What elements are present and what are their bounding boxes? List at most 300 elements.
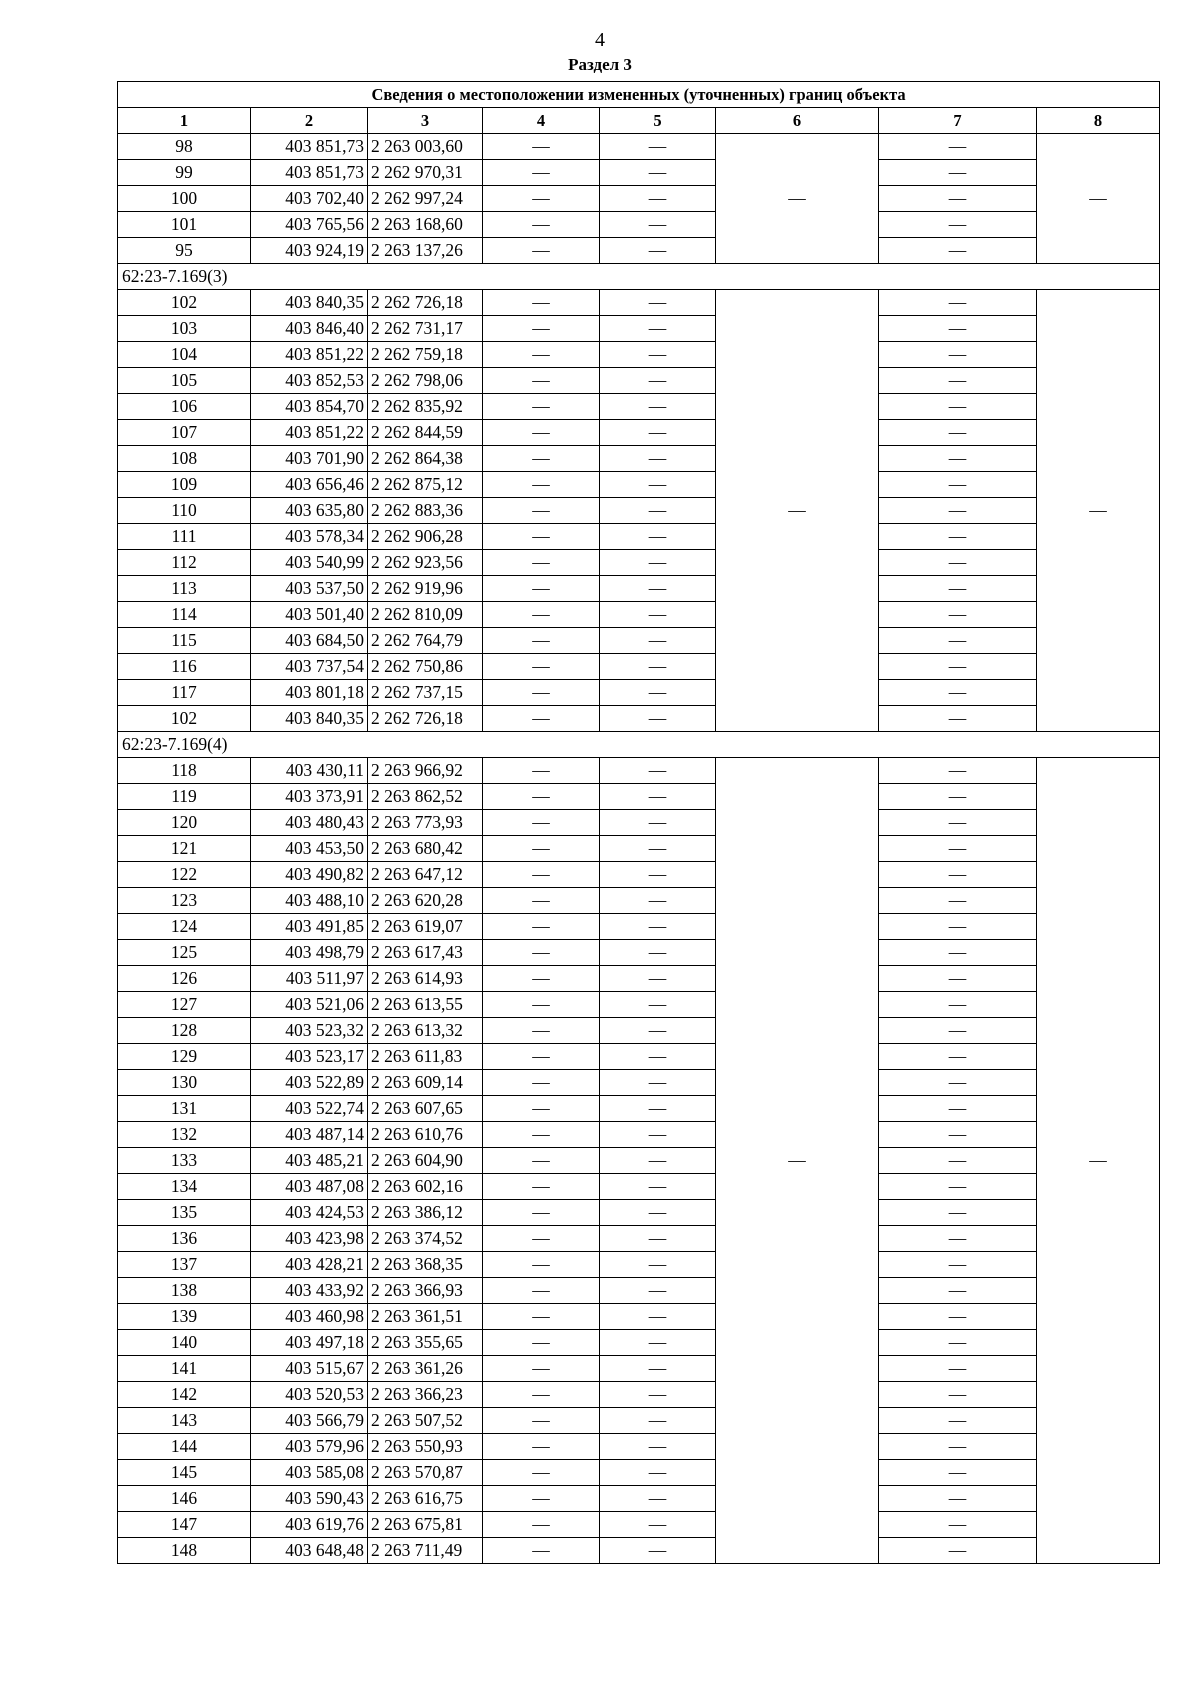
table-row xyxy=(118,1356,1160,1382)
col4-dash: — xyxy=(483,472,600,498)
point-number: 128 xyxy=(118,1018,251,1044)
coordinate-y: 2 263 355,65 xyxy=(368,1330,483,1356)
col7-dash: — xyxy=(879,628,1037,654)
col7-dash: — xyxy=(879,1148,1037,1174)
coordinate-y: 2 262 750,86 xyxy=(368,654,483,680)
table-row xyxy=(118,420,1160,446)
col5-dash: — xyxy=(600,966,716,992)
coordinate-y: 2 262 923,56 xyxy=(368,550,483,576)
col4-dash: — xyxy=(483,1486,600,1512)
coordinate-y: 2 262 759,18 xyxy=(368,342,483,368)
col5-dash: — xyxy=(600,576,716,602)
coordinate-x: 403 498,79 xyxy=(251,940,368,966)
col5-dash: — xyxy=(600,1408,716,1434)
col4-dash: — xyxy=(483,862,600,888)
col4-dash: — xyxy=(483,1460,600,1486)
col5-dash: — xyxy=(600,758,716,784)
coordinate-y: 2 263 862,52 xyxy=(368,784,483,810)
col4-dash: — xyxy=(483,1330,600,1356)
coordinate-y: 2 263 361,26 xyxy=(368,1356,483,1382)
coordinate-y: 2 263 361,51 xyxy=(368,1304,483,1330)
col5-dash: — xyxy=(600,186,716,212)
coordinate-x: 403 840,35 xyxy=(251,290,368,316)
col7-dash: — xyxy=(879,1200,1037,1226)
point-number: 142 xyxy=(118,1382,251,1408)
col4-dash: — xyxy=(483,1356,600,1382)
col4-dash: — xyxy=(483,680,600,706)
col8-dash: — xyxy=(1037,758,1160,1564)
point-number: 143 xyxy=(118,1408,251,1434)
col7-dash: — xyxy=(879,316,1037,342)
col5-dash: — xyxy=(600,342,716,368)
col4-dash: — xyxy=(483,914,600,940)
col7-dash: — xyxy=(879,342,1037,368)
table-row xyxy=(118,1460,1160,1486)
col8-dash: — xyxy=(1037,134,1160,264)
col4-dash: — xyxy=(483,134,600,160)
coordinate-y: 2 263 611,83 xyxy=(368,1044,483,1070)
column-header: 2 xyxy=(251,108,368,134)
col6-dash: — xyxy=(716,758,879,1564)
col4-dash: — xyxy=(483,368,600,394)
col5-dash: — xyxy=(600,1018,716,1044)
col5-dash: — xyxy=(600,1460,716,1486)
coordinate-x: 403 430,11 xyxy=(251,758,368,784)
col4-dash: — xyxy=(483,1200,600,1226)
col6-dash: — xyxy=(716,290,879,732)
coordinate-y: 2 263 168,60 xyxy=(368,212,483,238)
col5-dash: — xyxy=(600,1174,716,1200)
point-number: 137 xyxy=(118,1252,251,1278)
coordinate-y: 2 262 844,59 xyxy=(368,420,483,446)
coordinate-y: 2 263 610,76 xyxy=(368,1122,483,1148)
col4-dash: — xyxy=(483,498,600,524)
col7-dash: — xyxy=(879,1304,1037,1330)
table-header-row xyxy=(118,108,1160,134)
table-row xyxy=(118,628,1160,654)
point-number: 112 xyxy=(118,550,251,576)
col5-dash: — xyxy=(600,1538,716,1564)
col4-dash: — xyxy=(483,394,600,420)
col7-dash: — xyxy=(879,186,1037,212)
col4-dash: — xyxy=(483,550,600,576)
coordinate-x: 403 423,98 xyxy=(251,1226,368,1252)
col4-dash: — xyxy=(483,1096,600,1122)
col5-dash: — xyxy=(600,212,716,238)
col7-dash: — xyxy=(879,1226,1037,1252)
table-row xyxy=(118,1070,1160,1096)
column-header: 3 xyxy=(368,108,483,134)
col5-dash: — xyxy=(600,524,716,550)
point-number: 134 xyxy=(118,1174,251,1200)
col5-dash: — xyxy=(600,1382,716,1408)
coordinate-y: 2 262 864,38 xyxy=(368,446,483,472)
point-number: 141 xyxy=(118,1356,251,1382)
table-row xyxy=(118,888,1160,914)
point-number: 116 xyxy=(118,654,251,680)
table-row xyxy=(118,940,1160,966)
point-number: 102 xyxy=(118,290,251,316)
point-number: 102 xyxy=(118,706,251,732)
coordinate-y: 2 263 507,52 xyxy=(368,1408,483,1434)
col7-dash: — xyxy=(879,1122,1037,1148)
point-number: 120 xyxy=(118,810,251,836)
coordinate-y: 2 263 386,12 xyxy=(368,1200,483,1226)
point-number: 148 xyxy=(118,1538,251,1564)
coordinate-x: 403 684,50 xyxy=(251,628,368,654)
col7-dash: — xyxy=(879,446,1037,472)
col4-dash: — xyxy=(483,1278,600,1304)
col4-dash: — xyxy=(483,940,600,966)
col5-dash: — xyxy=(600,1122,716,1148)
col7-dash: — xyxy=(879,420,1037,446)
coordinate-y: 2 263 607,65 xyxy=(368,1096,483,1122)
point-number: 140 xyxy=(118,1330,251,1356)
col7-dash: — xyxy=(879,1018,1037,1044)
table-row xyxy=(118,238,1160,264)
col4-dash: — xyxy=(483,1512,600,1538)
col4-dash: — xyxy=(483,212,600,238)
col7-dash: — xyxy=(879,1330,1037,1356)
coordinate-x: 403 846,40 xyxy=(251,316,368,342)
column-header: 7 xyxy=(879,108,1037,134)
coordinate-x: 403 635,80 xyxy=(251,498,368,524)
col7-dash: — xyxy=(879,290,1037,316)
col5-dash: — xyxy=(600,1278,716,1304)
col7-dash: — xyxy=(879,602,1037,628)
table-row xyxy=(118,524,1160,550)
col5-dash: — xyxy=(600,914,716,940)
coordinate-y: 2 263 711,49 xyxy=(368,1538,483,1564)
col7-dash: — xyxy=(879,992,1037,1018)
coordinate-y: 2 263 570,87 xyxy=(368,1460,483,1486)
page-number: 4 xyxy=(595,29,605,51)
coordinate-y: 2 262 970,31 xyxy=(368,160,483,186)
col5-dash: — xyxy=(600,316,716,342)
coordinate-y: 2 263 617,43 xyxy=(368,940,483,966)
point-number: 126 xyxy=(118,966,251,992)
col4-dash: — xyxy=(483,784,600,810)
coordinate-x: 403 801,18 xyxy=(251,680,368,706)
coordinate-y: 2 263 137,26 xyxy=(368,238,483,264)
point-number: 101 xyxy=(118,212,251,238)
col7-dash: — xyxy=(879,1070,1037,1096)
coordinate-x: 403 511,97 xyxy=(251,966,368,992)
col7-dash: — xyxy=(879,472,1037,498)
coordinate-x: 403 515,67 xyxy=(251,1356,368,1382)
col4-dash: — xyxy=(483,1304,600,1330)
table-row xyxy=(118,576,1160,602)
coordinate-x: 403 523,32 xyxy=(251,1018,368,1044)
point-number: 135 xyxy=(118,1200,251,1226)
table-row xyxy=(118,446,1160,472)
col5-dash: — xyxy=(600,888,716,914)
col4-dash: — xyxy=(483,654,600,680)
point-number: 115 xyxy=(118,628,251,654)
col6-dash: — xyxy=(716,134,879,264)
col7-dash: — xyxy=(879,238,1037,264)
point-number: 138 xyxy=(118,1278,251,1304)
coordinate-y: 2 263 368,35 xyxy=(368,1252,483,1278)
col7-dash: — xyxy=(879,160,1037,186)
table-row xyxy=(118,862,1160,888)
coordinate-x: 403 497,18 xyxy=(251,1330,368,1356)
group-label: 62:23-7.169(4) xyxy=(118,732,1160,758)
table-row xyxy=(118,810,1160,836)
point-number: 145 xyxy=(118,1460,251,1486)
coordinate-y: 2 262 883,36 xyxy=(368,498,483,524)
section-title: Раздел 3 xyxy=(568,55,632,74)
point-number: 129 xyxy=(118,1044,251,1070)
coordinate-x: 403 485,21 xyxy=(251,1148,368,1174)
coordinate-y: 2 263 602,16 xyxy=(368,1174,483,1200)
point-number: 121 xyxy=(118,836,251,862)
coordinate-y: 2 263 613,32 xyxy=(368,1018,483,1044)
col5-dash: — xyxy=(600,1226,716,1252)
col5-dash: — xyxy=(600,1096,716,1122)
table-row xyxy=(118,1226,1160,1252)
col4-dash: — xyxy=(483,524,600,550)
point-number: 127 xyxy=(118,992,251,1018)
coordinate-x: 403 840,35 xyxy=(251,706,368,732)
table-row xyxy=(118,212,1160,238)
table-row xyxy=(118,836,1160,862)
col4-dash: — xyxy=(483,1226,600,1252)
col7-dash: — xyxy=(879,706,1037,732)
col4-dash: — xyxy=(483,602,600,628)
col4-dash: — xyxy=(483,1174,600,1200)
coordinate-x: 403 701,90 xyxy=(251,446,368,472)
col7-dash: — xyxy=(879,1174,1037,1200)
coordinate-y: 2 263 366,93 xyxy=(368,1278,483,1304)
col5-dash: — xyxy=(600,1304,716,1330)
table-row xyxy=(118,550,1160,576)
coordinate-x: 403 851,22 xyxy=(251,342,368,368)
col4-dash: — xyxy=(483,420,600,446)
table-row xyxy=(118,342,1160,368)
col7-dash: — xyxy=(879,576,1037,602)
coordinate-x: 403 521,06 xyxy=(251,992,368,1018)
table-row xyxy=(118,316,1160,342)
table-row xyxy=(118,1512,1160,1538)
col7-dash: — xyxy=(879,368,1037,394)
coordinate-y: 2 263 374,52 xyxy=(368,1226,483,1252)
col7-dash: — xyxy=(879,888,1037,914)
coordinate-x: 403 851,73 xyxy=(251,160,368,186)
point-number: 131 xyxy=(118,1096,251,1122)
col7-dash: — xyxy=(879,212,1037,238)
point-number: 136 xyxy=(118,1226,251,1252)
table-row xyxy=(118,1174,1160,1200)
coordinate-x: 403 523,17 xyxy=(251,1044,368,1070)
col7-dash: — xyxy=(879,1538,1037,1564)
col7-dash: — xyxy=(879,1356,1037,1382)
coordinate-x: 403 851,22 xyxy=(251,420,368,446)
col5-dash: — xyxy=(600,1070,716,1096)
table-row xyxy=(118,966,1160,992)
col4-dash: — xyxy=(483,576,600,602)
coordinate-x: 403 487,08 xyxy=(251,1174,368,1200)
point-number: 105 xyxy=(118,368,251,394)
coordinate-x: 403 487,14 xyxy=(251,1122,368,1148)
coordinate-x: 403 488,10 xyxy=(251,888,368,914)
col5-dash: — xyxy=(600,1252,716,1278)
col5-dash: — xyxy=(600,836,716,862)
column-header: 4 xyxy=(483,108,600,134)
point-number: 123 xyxy=(118,888,251,914)
col5-dash: — xyxy=(600,134,716,160)
col5-dash: — xyxy=(600,1356,716,1382)
col5-dash: — xyxy=(600,862,716,888)
col5-dash: — xyxy=(600,628,716,654)
group-row xyxy=(118,264,1160,290)
table-row xyxy=(118,992,1160,1018)
col7-dash: — xyxy=(879,680,1037,706)
col7-dash: — xyxy=(879,1278,1037,1304)
coordinate-x: 403 579,96 xyxy=(251,1434,368,1460)
col7-dash: — xyxy=(879,134,1037,160)
col5-dash: — xyxy=(600,810,716,836)
col5-dash: — xyxy=(600,1330,716,1356)
col4-dash: — xyxy=(483,1044,600,1070)
col7-dash: — xyxy=(879,758,1037,784)
coordinate-y: 2 263 773,93 xyxy=(368,810,483,836)
coordinate-x: 403 433,92 xyxy=(251,1278,368,1304)
col4-dash: — xyxy=(483,342,600,368)
point-number: 147 xyxy=(118,1512,251,1538)
col4-dash: — xyxy=(483,1252,600,1278)
col8-dash: — xyxy=(1037,290,1160,732)
col4-dash: — xyxy=(483,758,600,784)
point-number: 103 xyxy=(118,316,251,342)
coordinate-x: 403 501,40 xyxy=(251,602,368,628)
col4-dash: — xyxy=(483,888,600,914)
col5-dash: — xyxy=(600,1148,716,1174)
coordinate-y: 2 262 726,18 xyxy=(368,706,483,732)
col5-dash: — xyxy=(600,680,716,706)
coordinate-y: 2 263 609,14 xyxy=(368,1070,483,1096)
coordinate-y: 2 262 731,17 xyxy=(368,316,483,342)
table-row xyxy=(118,1096,1160,1122)
col4-dash: — xyxy=(483,992,600,1018)
table-row xyxy=(118,498,1160,524)
coordinate-x: 403 424,53 xyxy=(251,1200,368,1226)
point-number: 106 xyxy=(118,394,251,420)
point-number: 117 xyxy=(118,680,251,706)
coordinate-x: 403 537,50 xyxy=(251,576,368,602)
col4-dash: — xyxy=(483,160,600,186)
coordinate-x: 403 854,70 xyxy=(251,394,368,420)
coordinate-y: 2 263 647,12 xyxy=(368,862,483,888)
col4-dash: — xyxy=(483,238,600,264)
coordinate-y: 2 263 680,42 xyxy=(368,836,483,862)
coordinate-y: 2 263 675,81 xyxy=(368,1512,483,1538)
point-number: 114 xyxy=(118,602,251,628)
col7-dash: — xyxy=(879,940,1037,966)
table-caption-row xyxy=(118,82,1160,108)
col5-dash: — xyxy=(600,992,716,1018)
point-number: 122 xyxy=(118,862,251,888)
point-number: 144 xyxy=(118,1434,251,1460)
col5-dash: — xyxy=(600,1434,716,1460)
col5-dash: — xyxy=(600,1486,716,1512)
table-row xyxy=(118,1122,1160,1148)
col5-dash: — xyxy=(600,368,716,394)
col7-dash: — xyxy=(879,1408,1037,1434)
column-header: 1 xyxy=(118,108,251,134)
col4-dash: — xyxy=(483,628,600,654)
coordinate-y: 2 263 550,93 xyxy=(368,1434,483,1460)
col7-dash: — xyxy=(879,1252,1037,1278)
coordinate-x: 403 491,85 xyxy=(251,914,368,940)
coordinate-x: 403 460,98 xyxy=(251,1304,368,1330)
point-number: 107 xyxy=(118,420,251,446)
coordinate-y: 2 262 906,28 xyxy=(368,524,483,550)
coordinate-y: 2 262 726,18 xyxy=(368,290,483,316)
col5-dash: — xyxy=(600,1200,716,1226)
point-number: 125 xyxy=(118,940,251,966)
point-number: 113 xyxy=(118,576,251,602)
table-row xyxy=(118,602,1160,628)
col4-dash: — xyxy=(483,290,600,316)
point-number: 104 xyxy=(118,342,251,368)
col7-dash: — xyxy=(879,1434,1037,1460)
table-row xyxy=(118,290,1160,316)
point-number: 109 xyxy=(118,472,251,498)
coordinate-x: 403 656,46 xyxy=(251,472,368,498)
table-row xyxy=(118,1434,1160,1460)
point-number: 132 xyxy=(118,1122,251,1148)
table-row xyxy=(118,758,1160,784)
col5-dash: — xyxy=(600,160,716,186)
point-number: 111 xyxy=(118,524,251,550)
col7-dash: — xyxy=(879,1460,1037,1486)
table-row xyxy=(118,134,1160,160)
col4-dash: — xyxy=(483,446,600,472)
coordinates-table xyxy=(117,81,1160,1564)
coordinate-y: 2 262 764,79 xyxy=(368,628,483,654)
col4-dash: — xyxy=(483,1148,600,1174)
col5-dash: — xyxy=(600,290,716,316)
coordinate-y: 2 262 835,92 xyxy=(368,394,483,420)
point-number: 108 xyxy=(118,446,251,472)
col7-dash: — xyxy=(879,914,1037,940)
col4-dash: — xyxy=(483,706,600,732)
table-row xyxy=(118,368,1160,394)
coordinate-x: 403 924,19 xyxy=(251,238,368,264)
point-number: 95 xyxy=(118,238,251,264)
table-row xyxy=(118,472,1160,498)
coordinate-y: 2 263 003,60 xyxy=(368,134,483,160)
table-row xyxy=(118,1408,1160,1434)
col4-dash: — xyxy=(483,1382,600,1408)
point-number: 139 xyxy=(118,1304,251,1330)
coordinate-y: 2 262 798,06 xyxy=(368,368,483,394)
coordinate-x: 403 522,89 xyxy=(251,1070,368,1096)
coordinate-x: 403 520,53 xyxy=(251,1382,368,1408)
coordinate-x: 403 566,79 xyxy=(251,1408,368,1434)
table-row xyxy=(118,680,1160,706)
col4-dash: — xyxy=(483,836,600,862)
col4-dash: — xyxy=(483,810,600,836)
col4-dash: — xyxy=(483,1538,600,1564)
col4-dash: — xyxy=(483,1122,600,1148)
column-header: 6 xyxy=(716,108,879,134)
coordinate-x: 403 540,99 xyxy=(251,550,368,576)
table-row xyxy=(118,784,1160,810)
col5-dash: — xyxy=(600,446,716,472)
col5-dash: — xyxy=(600,784,716,810)
